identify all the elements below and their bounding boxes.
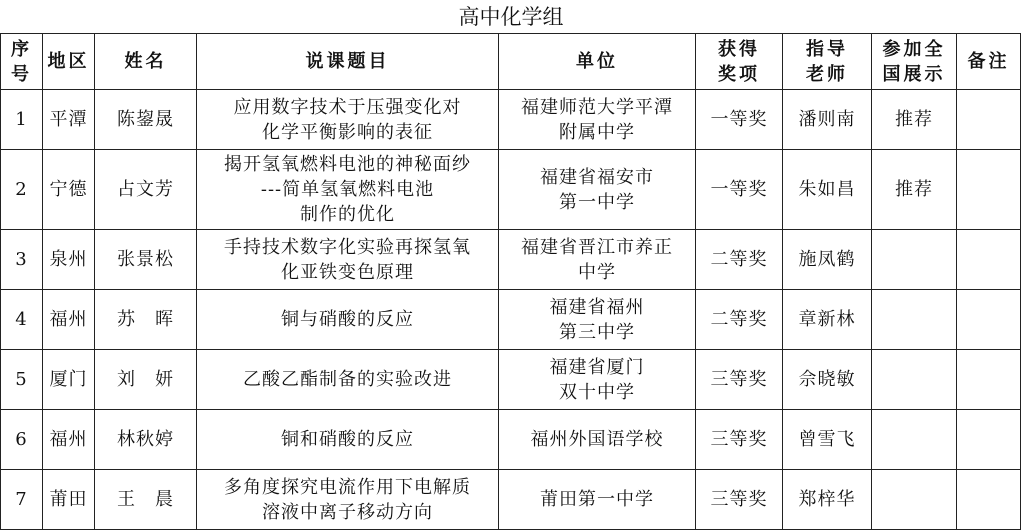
header-teacher: 指导 老师 [783, 34, 872, 90]
cell-note [957, 150, 1021, 230]
table-row [1, 350, 1021, 410]
cell-unit: 福建省厦门 双十中学 [499, 350, 696, 410]
cell-teacher: 郑梓华 [783, 470, 872, 530]
cell-national [872, 230, 957, 290]
cell-no: 7 [1, 470, 43, 530]
cell-national: 推荐 [872, 150, 957, 230]
cell-award: 二等奖 [696, 230, 783, 290]
cell-topic: 铜与硝酸的反应 [197, 290, 499, 350]
cell-award: 一等奖 [696, 90, 783, 150]
cell-award: 一等奖 [696, 150, 783, 230]
cell-national [872, 350, 957, 410]
cell-teacher: 潘则南 [783, 90, 872, 150]
header-no: 序号 [1, 34, 43, 90]
cell-name: 苏 晖 [95, 290, 197, 350]
cell-name: 王 晨 [95, 470, 197, 530]
cell-national: 推荐 [872, 90, 957, 150]
table-row [1, 470, 1021, 530]
cell-topic: 多角度探究电流作用下电解质 溶液中离子移动方向 [197, 470, 499, 530]
cell-region: 平潭 [43, 90, 95, 150]
cell-unit: 福建省福州 第三中学 [499, 290, 696, 350]
cell-topic: 铜和硝酸的反应 [197, 410, 499, 470]
cell-region: 厦门 [43, 350, 95, 410]
cell-unit: 福建省福安市 第一中学 [499, 150, 696, 230]
cell-topic: 手持技术数字化实验再探氢氧 化亚铁变色原理 [197, 230, 499, 290]
cell-unit: 福建师范大学平潭 附属中学 [499, 90, 696, 150]
cell-topic: 乙酸乙酯制备的实验改进 [197, 350, 499, 410]
cell-topic: 揭开氢氧燃料电池的神秘面纱 ---简单氢氧燃料电池 制作的优化 [197, 150, 499, 230]
cell-national [872, 470, 957, 530]
header-topic: 说课题目 [197, 34, 499, 90]
header-award: 获得 奖项 [696, 34, 783, 90]
cell-note [957, 290, 1021, 350]
table-row [1, 90, 1021, 150]
cell-national [872, 410, 957, 470]
table-title: 高中化学组 [458, 5, 564, 29]
cell-no: 3 [1, 230, 43, 290]
cell-region: 泉州 [43, 230, 95, 290]
cell-national [872, 290, 957, 350]
cell-region: 福州 [43, 410, 95, 470]
table-row [1, 410, 1021, 470]
cell-note [957, 90, 1021, 150]
header-region: 地区 [43, 34, 95, 90]
cell-name: 占文芳 [95, 150, 197, 230]
cell-note [957, 350, 1021, 410]
header-national: 参加全 国展示 [872, 34, 957, 90]
cell-award: 二等奖 [696, 290, 783, 350]
table-row [1, 290, 1021, 350]
cell-unit: 福州外国语学校 [499, 410, 696, 470]
cell-unit: 莆田第一中学 [499, 470, 696, 530]
cell-teacher: 曾雪飞 [783, 410, 872, 470]
cell-teacher: 章新林 [783, 290, 872, 350]
cell-no: 2 [1, 150, 43, 230]
cell-no: 1 [1, 90, 43, 150]
cell-note [957, 470, 1021, 530]
cell-note [957, 410, 1021, 470]
cell-topic: 应用数字技术于压强变化对 化学平衡影响的表征 [197, 90, 499, 150]
award-table [0, 33, 1021, 530]
cell-name: 张景松 [95, 230, 197, 290]
cell-award: 三等奖 [696, 470, 783, 530]
cell-region: 福州 [43, 290, 95, 350]
table-row [1, 150, 1021, 230]
cell-no: 5 [1, 350, 43, 410]
cell-name: 陈鋆晟 [95, 90, 197, 150]
cell-no: 6 [1, 410, 43, 470]
cell-region: 莆田 [43, 470, 95, 530]
header-row [1, 34, 1021, 90]
cell-region: 宁德 [43, 150, 95, 230]
cell-name: 刘 妍 [95, 350, 197, 410]
header-name: 姓名 [95, 34, 197, 90]
cell-teacher: 施凤鹤 [783, 230, 872, 290]
cell-unit: 福建省晋江市养正 中学 [499, 230, 696, 290]
cell-note [957, 230, 1021, 290]
cell-teacher: 佘晓敏 [783, 350, 872, 410]
table-row [1, 230, 1021, 290]
cell-award: 三等奖 [696, 350, 783, 410]
header-note: 备注 [957, 34, 1021, 90]
header-unit: 单位 [499, 34, 696, 90]
cell-name: 林秋婷 [95, 410, 197, 470]
cell-no: 4 [1, 290, 43, 350]
cell-teacher: 朱如昌 [783, 150, 872, 230]
cell-award: 三等奖 [696, 410, 783, 470]
